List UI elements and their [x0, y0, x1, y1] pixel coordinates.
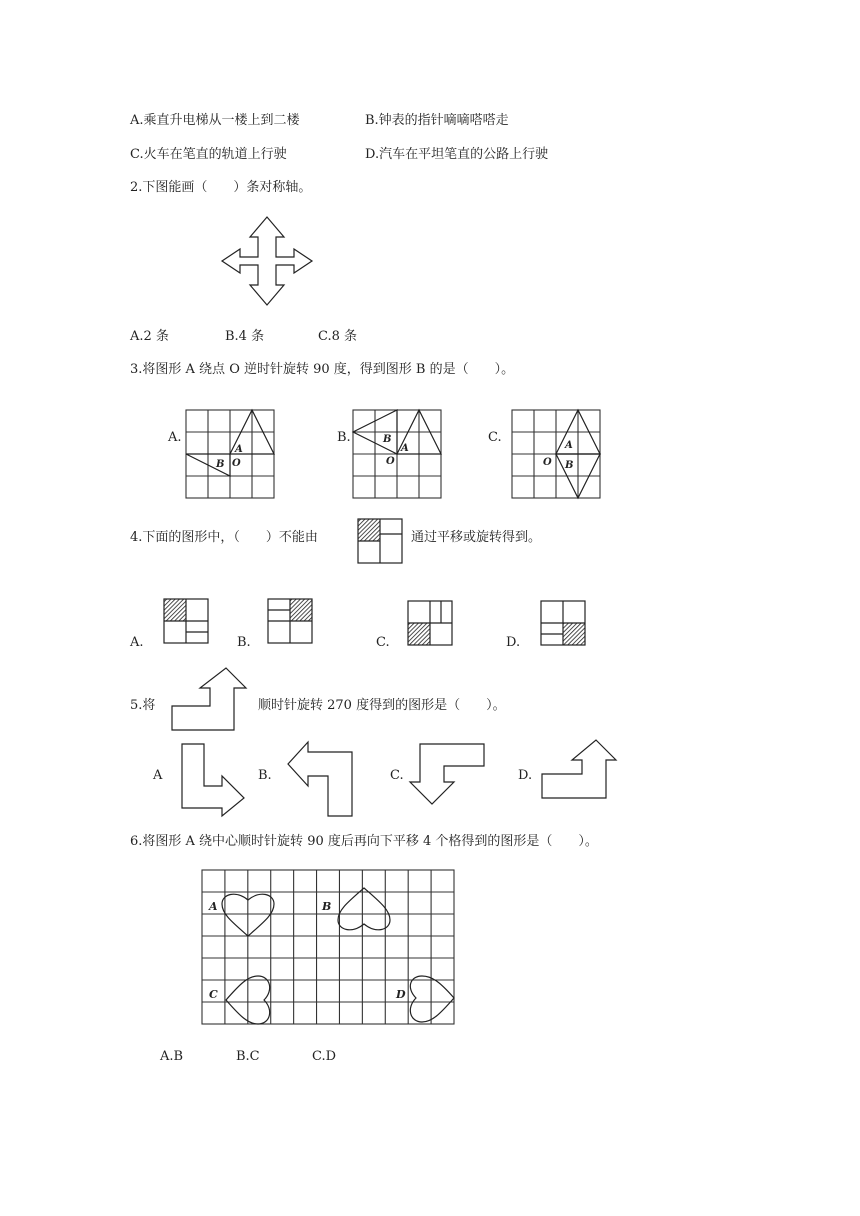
- q1-option-b: B.钟表的指针嘀嘀嗒嗒走: [365, 113, 509, 128]
- q4-stem-before: 4.下面的图形中，（ ）不能由: [130, 530, 318, 545]
- q5-stem-before: 5.将: [130, 698, 156, 713]
- q4-option-d-label: D.: [506, 635, 521, 650]
- q6-label-b: B: [322, 900, 332, 913]
- q4-option-c-square: [407, 600, 453, 646]
- q3-a-label-b: B: [216, 459, 225, 470]
- q5-option-a-arrow: [178, 742, 248, 820]
- q4-option-d-square: [540, 600, 586, 646]
- q6-option-c: C.D: [312, 1049, 337, 1064]
- q2-option-a: A.2 条: [130, 329, 169, 344]
- q3-b-label-a: A: [401, 443, 409, 454]
- q3-c-label-b: B: [565, 460, 574, 471]
- q3-option-b-label: B.: [337, 430, 351, 445]
- l-shaped-arrow-icon: [170, 666, 250, 734]
- four-way-arrow-icon: [220, 215, 314, 307]
- q1-option-d: D.汽车在平坦笔直的公路上行驶: [365, 147, 549, 162]
- q3-stem: 3.将图形 A 绕点 O 逆时针旋转 90 度，得到图形 B 的是（ ）。: [130, 362, 515, 377]
- q3-a-label-o: O: [232, 458, 241, 469]
- q4-option-b-label: B.: [237, 635, 251, 650]
- q5-option-d-label: D.: [518, 768, 533, 783]
- q6-grid: [202, 870, 456, 1028]
- q5-option-c-label: C.: [390, 768, 404, 783]
- q3-a-label-a: A: [235, 444, 243, 455]
- q5-option-c-arrow: [408, 742, 488, 806]
- q6-option-b: B.C: [236, 1049, 260, 1064]
- q6-stem: 6.将图形 A 绕中心顺时针旋转 90 度后再向下平移 4 个格得到的图形是（ ）。: [130, 834, 598, 849]
- q3-grid-a: [186, 410, 276, 500]
- q5-option-a-label: A: [153, 768, 163, 783]
- q4-option-b-square: [267, 598, 313, 644]
- q4-option-a-square: [163, 598, 209, 644]
- q6-label-d: D: [396, 988, 406, 1001]
- q3-grid-b: [353, 410, 443, 500]
- q5-option-b-arrow: [286, 740, 356, 820]
- q4-reference-square: [357, 518, 403, 564]
- q3-b-label-b: B: [383, 434, 392, 445]
- q3-option-c-label: C.: [488, 430, 502, 445]
- q6-label-a: A: [209, 900, 218, 913]
- q3-b-label-o: O: [386, 456, 395, 467]
- q3-c-label-a: A: [565, 440, 573, 451]
- q3-grid-c: [512, 410, 602, 500]
- q2-stem: 2.下图能画（ ）条对称轴。: [130, 180, 312, 195]
- q3-c-label-o: O: [543, 457, 552, 468]
- q1-option-a: A.乘直升电梯从一楼上到二楼: [130, 113, 300, 128]
- q4-option-c-label: C.: [376, 635, 390, 650]
- q4-stem-after: 通过平移或旋转得到。: [411, 530, 542, 545]
- q5-stem-after: 顺时针旋转 270 度得到的图形是（ ）。: [258, 698, 506, 713]
- q5-option-d-arrow: [540, 738, 620, 802]
- q1-option-c: C.火车在笔直的轨道上行驶: [130, 147, 287, 162]
- q2-option-b: B.4 条: [225, 329, 265, 344]
- q4-option-a-label: A.: [130, 635, 144, 650]
- q3-option-a-label: A.: [168, 430, 182, 445]
- q5-option-b-label: B.: [258, 768, 272, 783]
- q6-option-a: A.B: [160, 1049, 184, 1064]
- q2-option-c: C.8 条: [318, 329, 358, 344]
- q6-label-c: C: [209, 988, 218, 1001]
